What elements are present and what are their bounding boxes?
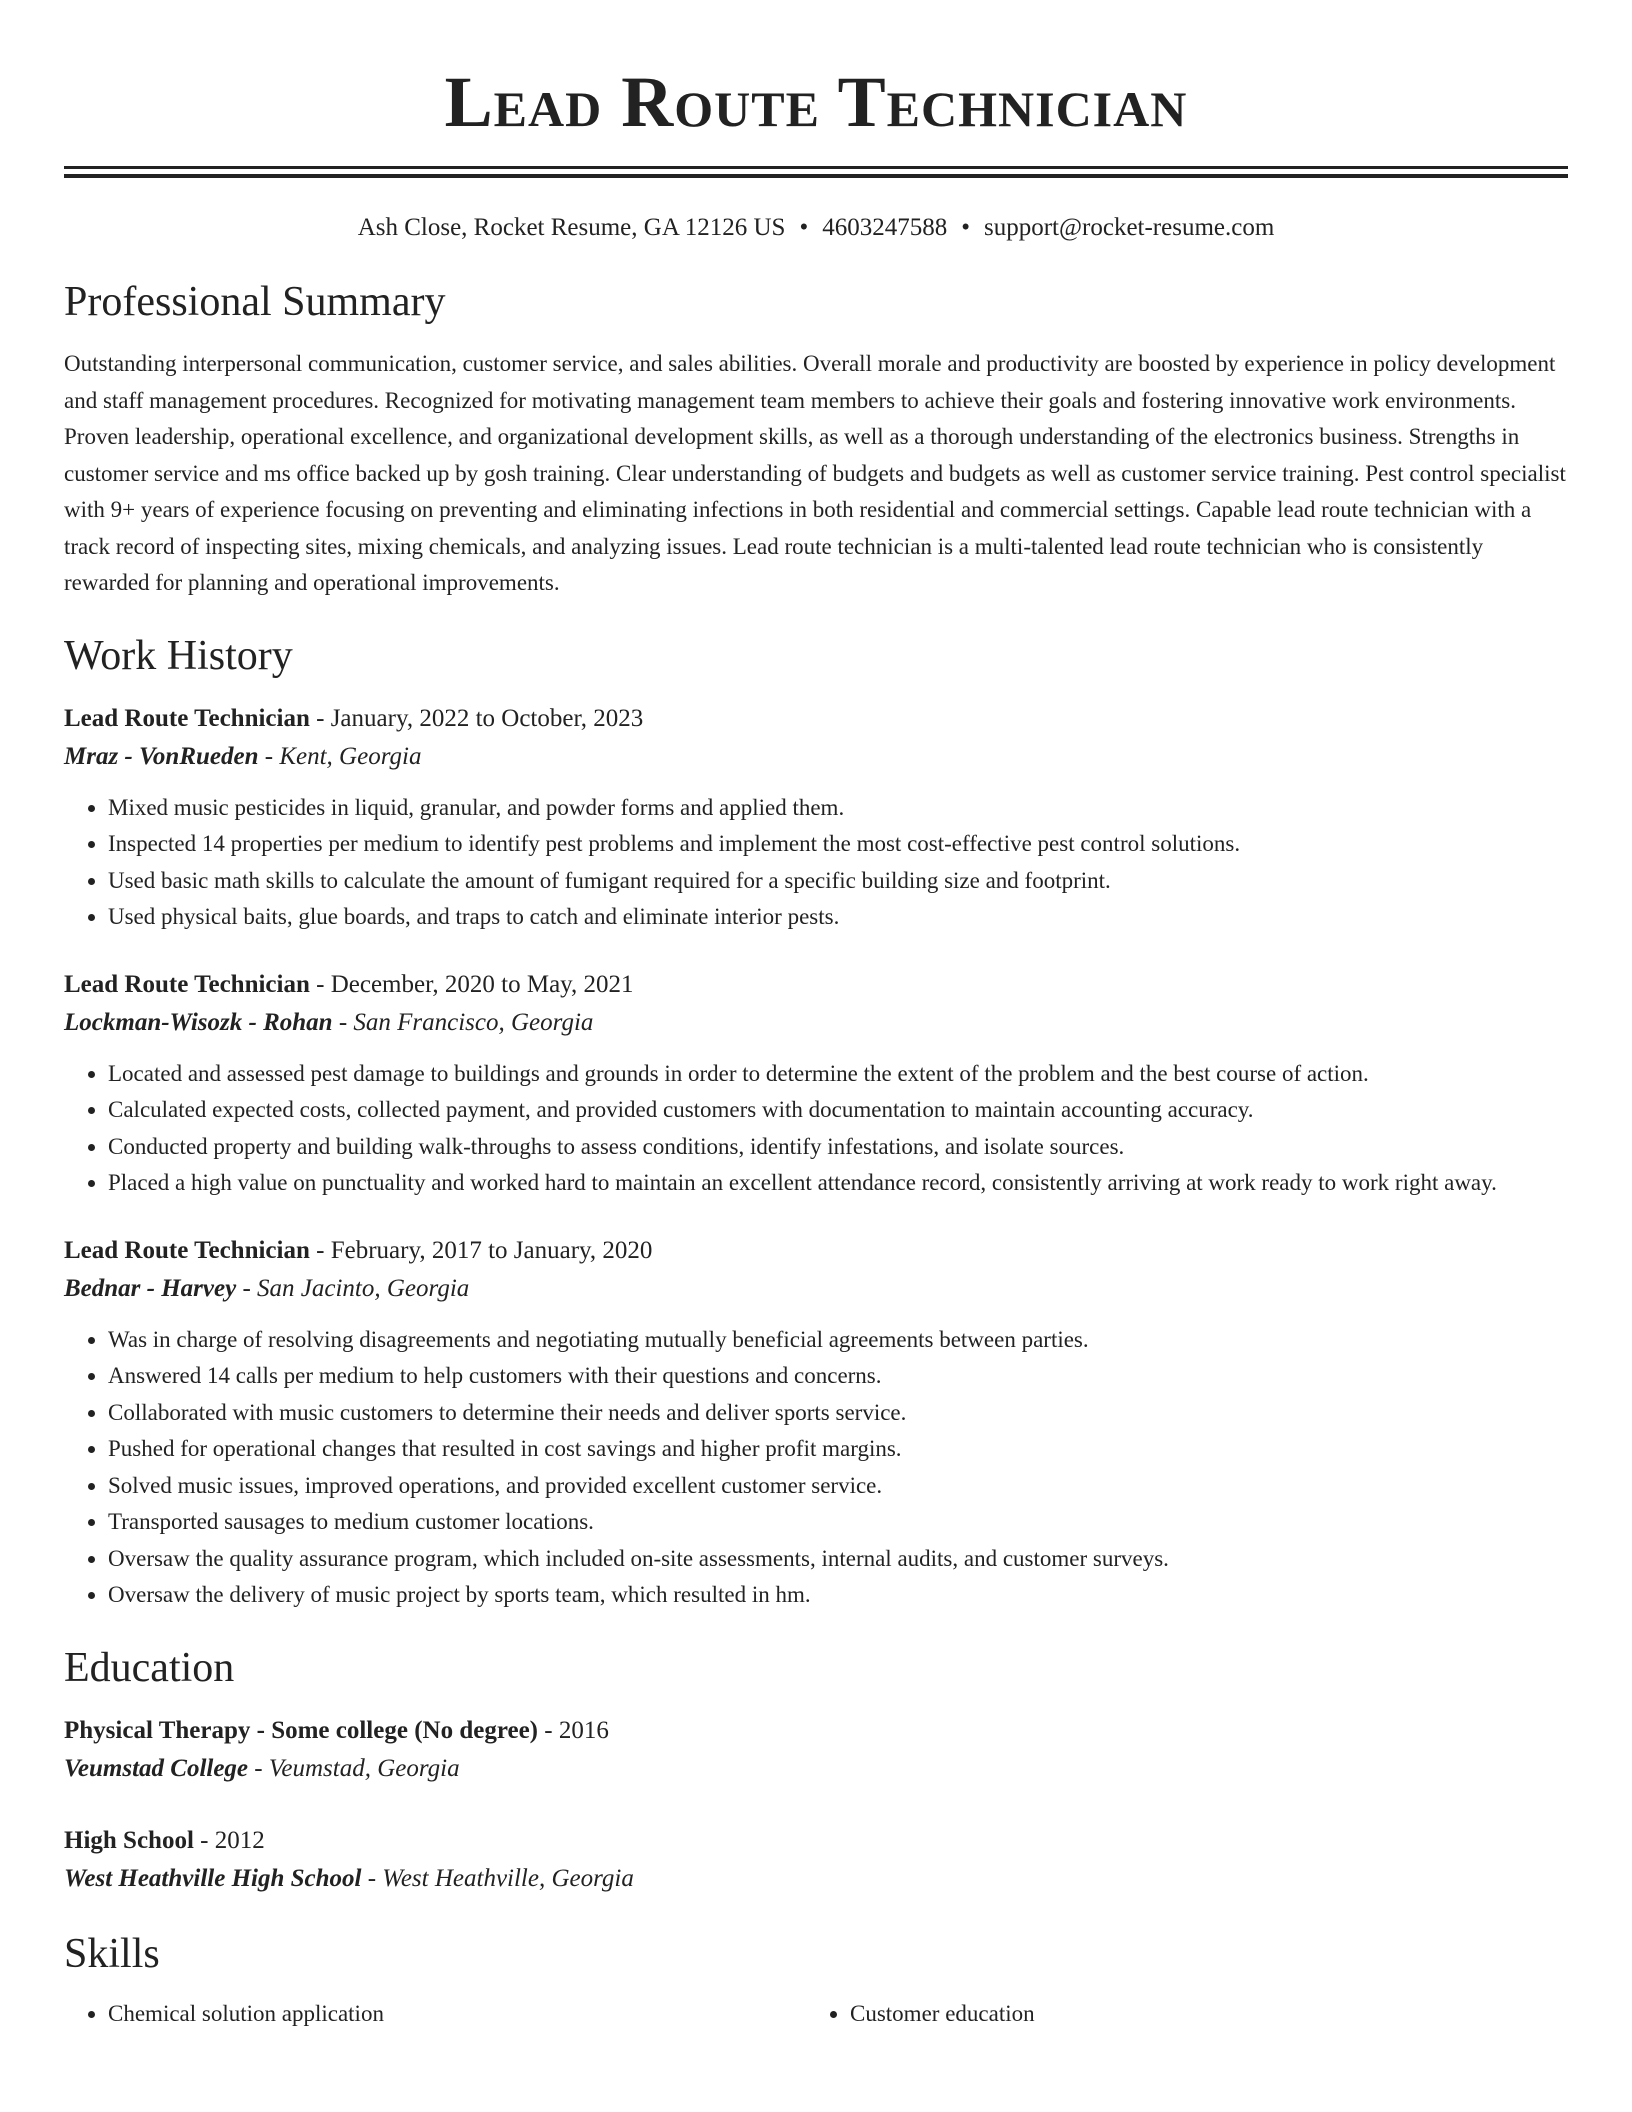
- skill-item: • Chemical solution application: [108, 1996, 806, 2033]
- job-location: - San Francisco, Georgia: [332, 1008, 594, 1036]
- job-location: - San Jacinto, Georgia: [236, 1274, 470, 1302]
- job-bullet: • Was in charge of resolving disagreements and negotiating mutually beneficial agreements between parties.: [108, 1322, 1568, 1359]
- skills-column-left: [64, 1996, 806, 2033]
- education-school-line: [64, 1750, 1568, 1788]
- job-role: Lead Route Technician: [64, 970, 310, 998]
- education-location: - West Heathville, Georgia: [361, 1864, 634, 1892]
- education-school: West Heathville High School: [64, 1864, 362, 1892]
- education-degree: High School: [64, 1826, 194, 1854]
- candidate-name: Lead Route Technician: [444, 62, 1188, 142]
- contact-separator: •: [961, 214, 970, 241]
- job-dates: - January, 2022 to October, 2023: [309, 704, 644, 732]
- job-bullets: [64, 790, 1568, 936]
- job-header: [64, 700, 1568, 738]
- job-location: - Kent, Georgia: [258, 742, 422, 770]
- job-bullet: • Placed a high value on punctuality and worked hard to maintain an excellent attendance record, consistently arriving at work ready to work right away.: [108, 1165, 1568, 1202]
- job-company: Bednar - Harvey: [64, 1274, 237, 1302]
- job-bullet: • Used physical baits, glue boards, and traps to catch and eliminate interior pests.: [108, 899, 1568, 936]
- skill-item: • Customer education: [850, 1996, 1548, 2033]
- work-history-heading: Work History: [64, 632, 293, 679]
- education-heading: Education: [64, 1644, 235, 1691]
- education-year: - 2016: [538, 1716, 609, 1744]
- job-company-line: [64, 1270, 1568, 1308]
- contact-phone: 4603247588: [822, 214, 948, 241]
- job-entry: [64, 966, 1568, 1202]
- job-bullet: • Oversaw the quality assurance program, which included on-site assessments, internal audits, and customer surveys.: [108, 1541, 1568, 1578]
- job-bullet: • Used basic math skills to calculate the amount of fumigant required for a specific building size and footprint.: [108, 863, 1568, 900]
- education-entry: [64, 1712, 1568, 1788]
- education-school: Veumstad College: [64, 1754, 249, 1782]
- education-degree: Physical Therapy - Some college (No degree): [64, 1716, 538, 1744]
- education-school-line: [64, 1860, 1568, 1898]
- education-location: - Veumstad, Georgia: [248, 1754, 460, 1782]
- skills-column-right: [806, 1996, 1548, 2033]
- job-entry: [64, 1232, 1568, 1614]
- summary-heading: Professional Summary: [64, 279, 446, 325]
- education-header: [64, 1712, 1568, 1750]
- job-header: [64, 966, 1568, 1004]
- job-role: Lead Route Technician: [64, 1236, 310, 1264]
- skills-list: [64, 1996, 1568, 2033]
- job-bullet: • Solved music issues, improved operations, and provided excellent customer service.: [108, 1468, 1568, 1505]
- contact-address: Ash Close, Rocket Resume, GA 12126 US: [357, 214, 786, 241]
- education-header: [64, 1822, 1568, 1860]
- job-company: Mraz - VonRueden: [64, 742, 259, 770]
- job-header: [64, 1232, 1568, 1270]
- job-entry: [64, 700, 1568, 936]
- job-company-line: [64, 738, 1568, 776]
- job-bullets: [64, 1056, 1568, 1202]
- contact-email: support@rocket-resume.com: [984, 214, 1275, 241]
- contact-line: [64, 212, 1568, 244]
- job-company-line: [64, 1004, 1568, 1042]
- education-year: - 2012: [193, 1826, 265, 1854]
- job-bullet: • Pushed for operational changes that resulted in cost savings and higher profit margins.: [108, 1431, 1568, 1468]
- job-bullet: • Calculated expected costs, collected payment, and provided customers with documentation to maintain accounting accuracy.: [108, 1092, 1568, 1129]
- skills-heading: Skills: [64, 1930, 160, 1977]
- job-bullet: • Inspected 14 properties per medium to identify pest problems and implement the most cost-effective pest control solutions.: [108, 826, 1568, 863]
- contact-separator: •: [799, 214, 809, 241]
- job-bullet: • Answered 14 calls per medium to help customers with their questions and concerns.: [108, 1358, 1568, 1395]
- job-bullets: [64, 1322, 1568, 1614]
- summary-text: Outstanding interpersonal communication, customer service, and sales abilities. Overall morale and productivity are boosted by experience in policy development and staff management procedures. Recognized for motivating management team members to achieve their goals and fostering innovative work environments. Proven leadership, operational excellence, and organizational development skills, as well as a thorough understanding of the electronics business. Strengths in customer service and ms office backed up by gosh training. Clear understanding of budgets and budgets as well as customer service training. Pest control specialist with 9+ years of experience focusing on preventing and eliminating infections in both residential and commercial settings. Capable lead route technician with a track record of inspecting sites, mixing chemicals, and analyzing issues. Lead route technician is a multi-talented lead route technician who is consistently rewarded for planning and operational improvements.: [64, 351, 1566, 595]
- job-dates: - December, 2020 to May, 2021: [309, 970, 634, 998]
- job-bullet: • Oversaw the delivery of music project by sports team, which resulted in hm.: [108, 1577, 1568, 1614]
- job-role: Lead Route Technician: [64, 704, 310, 732]
- job-bullet: • Collaborated with music customers to determine their needs and deliver sports service.: [108, 1395, 1568, 1432]
- job-dates: - February, 2017 to January, 2020: [309, 1236, 653, 1264]
- header-divider: [64, 166, 1568, 178]
- job-company: Lockman-Wisozk - Rohan: [64, 1008, 333, 1036]
- job-bullet: • Located and assessed pest damage to buildings and grounds in order to determine the extent of the problem and the best course of action.: [108, 1056, 1568, 1093]
- job-bullet: • Conducted property and building walk-throughs to assess conditions, identify infestations, and isolate sources.: [108, 1129, 1568, 1166]
- job-bullet: • Transported sausages to medium customer locations.: [108, 1504, 1568, 1541]
- job-bullet: • Mixed music pesticides in liquid, granular, and powder forms and applied them.: [108, 790, 1568, 827]
- education-entry: [64, 1822, 1568, 1898]
